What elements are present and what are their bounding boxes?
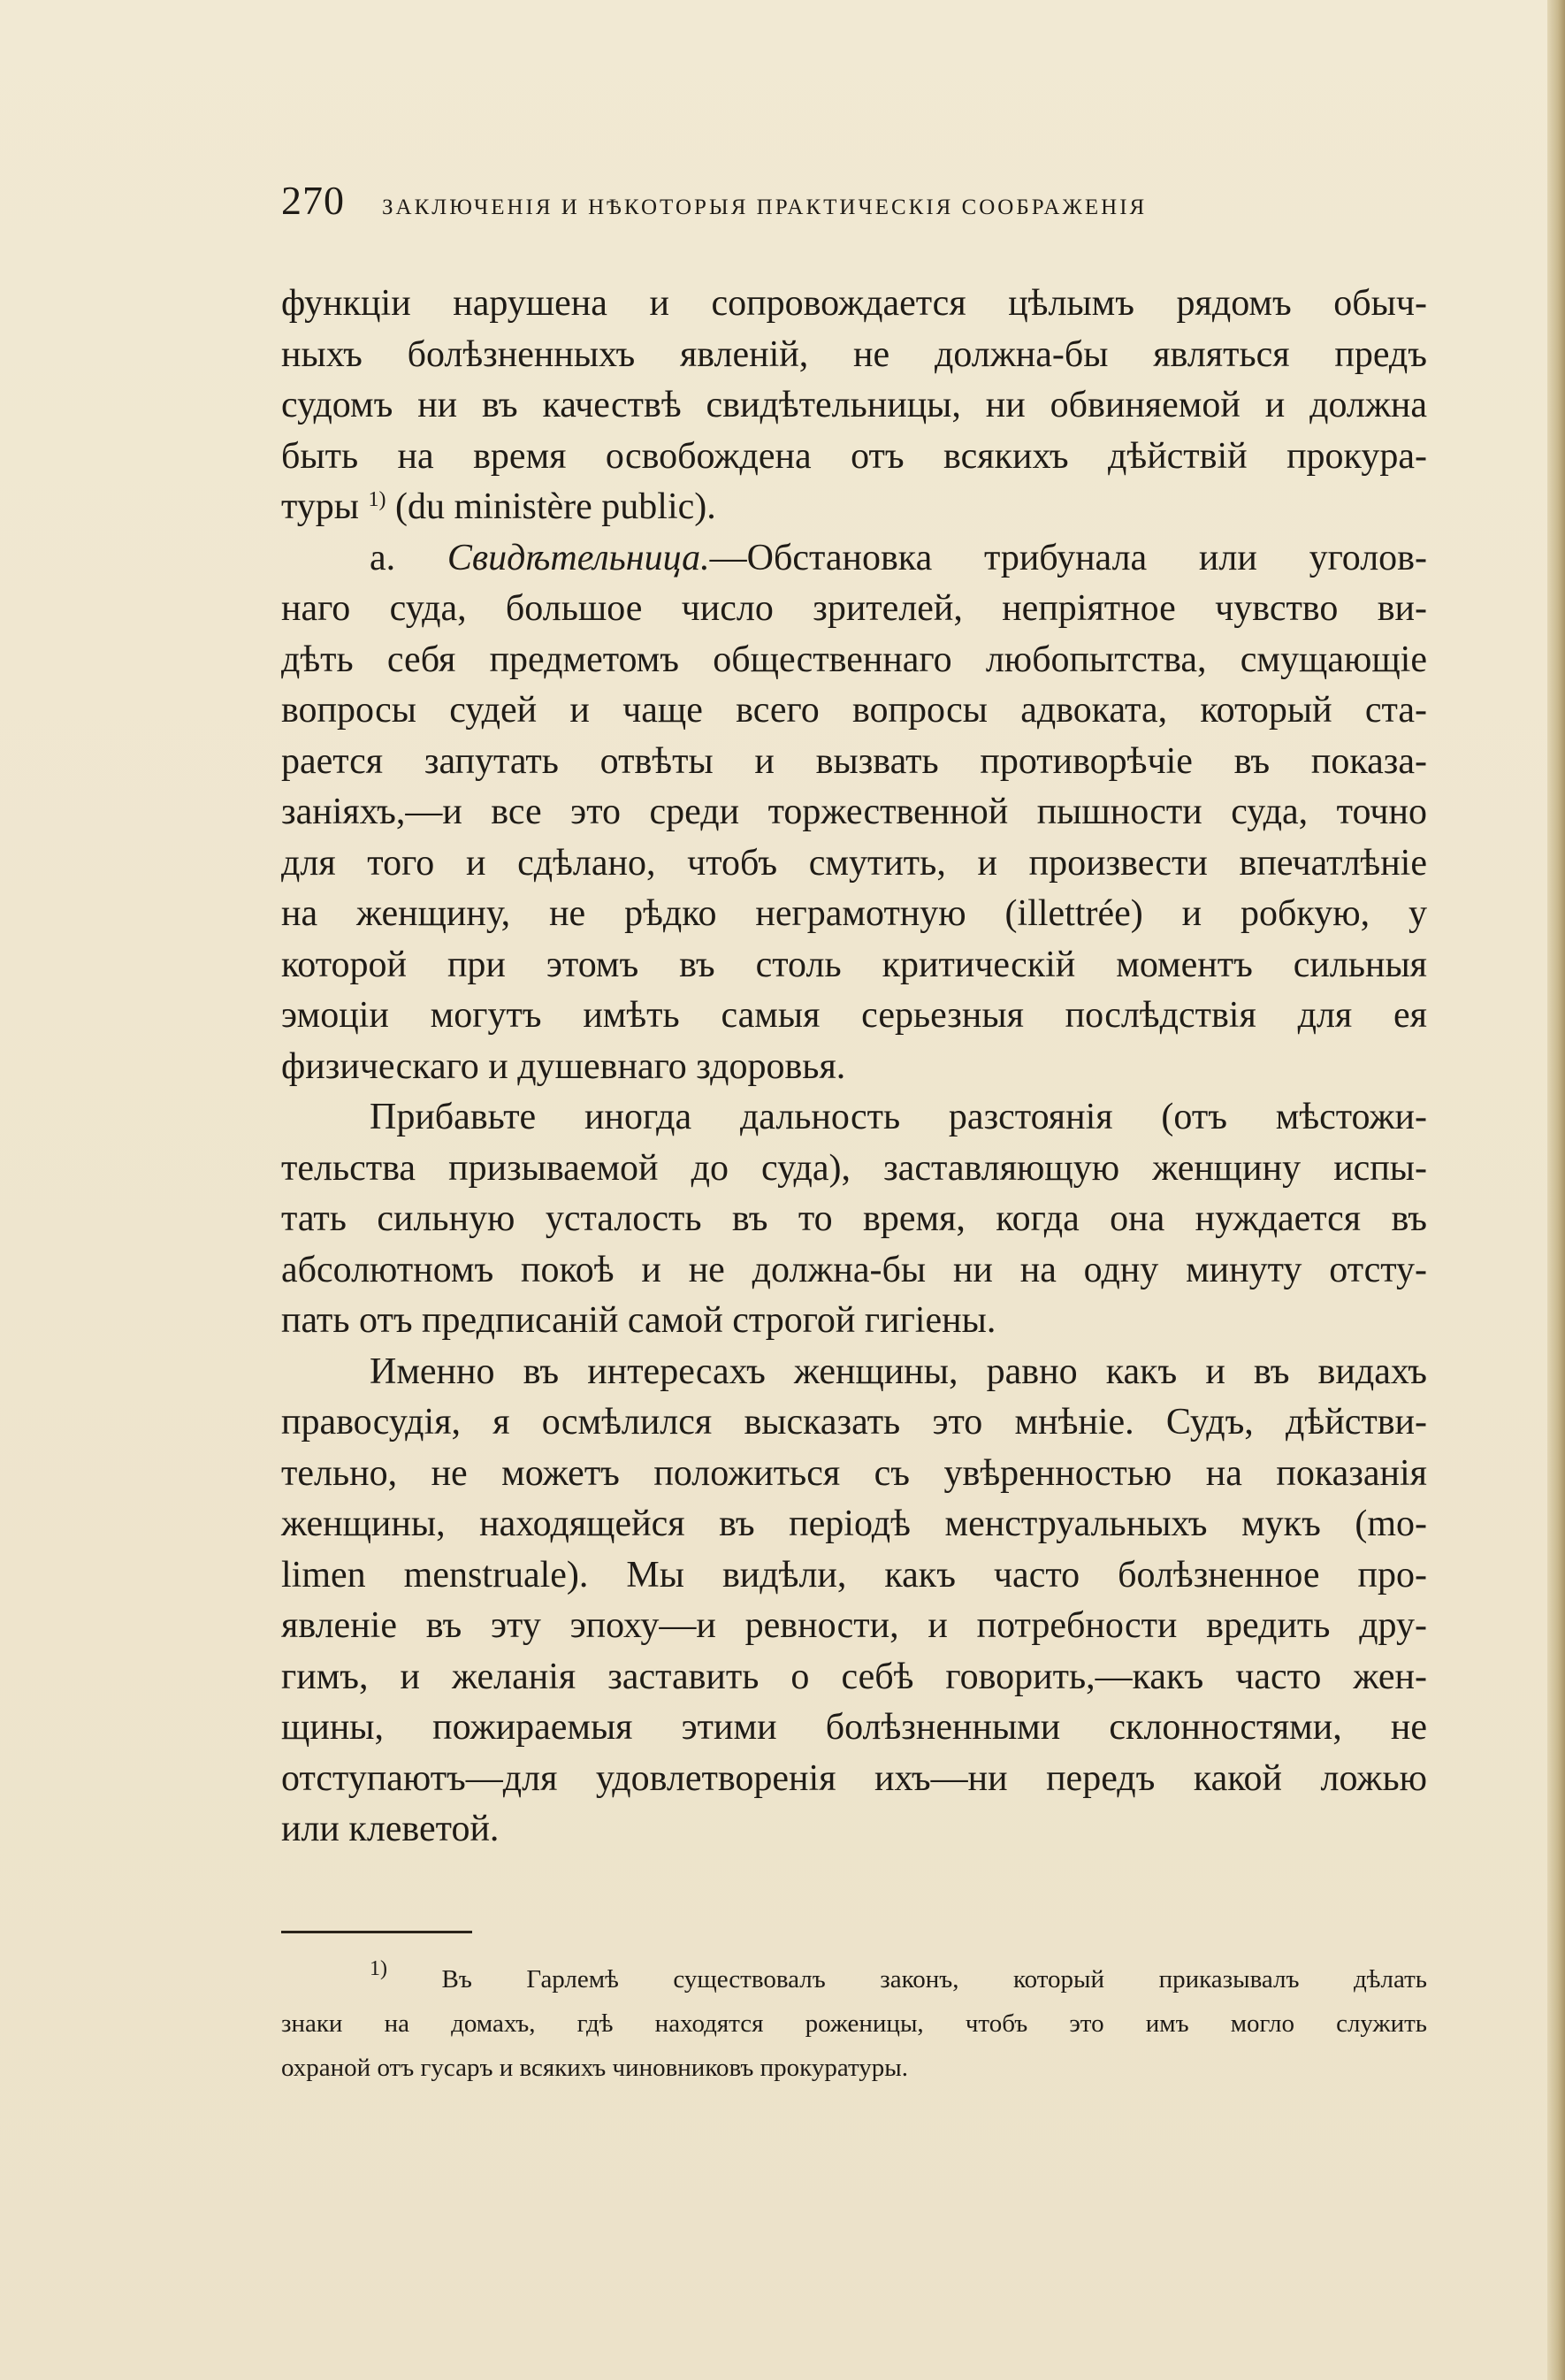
text-line: ныхъ болѣзненныхъ явленій, не должна-бы являться предъ <box>281 333 1427 375</box>
text-line: отступаютъ—для удовлетворенія ихъ—ни передъ какой ложью <box>281 1757 1427 1799</box>
section-label-prefix: а. <box>370 537 396 578</box>
text-line: абсолютномъ покоѣ и не должна-бы ни на одну минуту отсту- <box>281 1249 1427 1290</box>
text-line <box>281 1092 1427 1144</box>
text-line <box>281 482 1427 533</box>
text-line: эмоціи могутъ имѣть самыя серьезныя послѣдствія для ея <box>281 995 1427 1036</box>
footnote-line <box>281 1957 1427 2001</box>
footnote-divider <box>281 1931 472 1933</box>
text-line: гимъ, и желанія заставить о себѣ говорить,—какъ часто жен- <box>281 1656 1427 1697</box>
page-number: 270 <box>281 178 345 223</box>
running-header <box>281 177 1431 230</box>
text-fragment: туры <box>281 486 360 527</box>
text-line: женщины, находящейся въ періодѣ менструальныхъ мукъ (mo- <box>281 1504 1427 1544</box>
text-line <box>281 533 1427 585</box>
text-line: тельства призываемой до суда), заставляющую женщину испы- <box>281 1147 1427 1189</box>
text-line: для того и сдѣлано, чтобъ смутить, и произвести впечатлѣніе <box>281 842 1427 884</box>
text-line: или клеветой. <box>281 1809 500 1849</box>
text-line: явленіе въ эту эпоху—и ревности, и потребности вредить дру- <box>281 1605 1427 1646</box>
running-title: ЗАКЛЮЧЕНІЯ И НѢКОТОРЫЯ ПРАКТИЧЕСКІЯ СООБРАЖЕНІЯ <box>382 195 1148 219</box>
text-line: правосудія, я осмѣлился высказать это мнѣніе. Судъ, дѣйстви- <box>281 1402 1427 1443</box>
text-line: заніяхъ,—и все это среди торжественной пышности суда, точно <box>281 792 1427 832</box>
footnote <box>281 1957 1427 2090</box>
text-line: наго суда, большое число зрителей, непріятное чувство ви- <box>281 588 1427 629</box>
paragraph-1 <box>281 279 1427 533</box>
text-line: вопросы судей и чаще всего вопросы адвоката, который ста- <box>281 690 1427 731</box>
text-line: limen menstruale). Мы видѣли, какъ часто болѣзненное про- <box>281 1554 1427 1596</box>
text-fragment: (du ministère public). <box>395 486 716 527</box>
footnote-line: охраной отъ гусаръ и всякихъ чиновниковъ прокуратуры. <box>281 2054 908 2082</box>
paragraph-2 <box>281 533 1427 1093</box>
text-fragment: Въ Гарлемѣ существовалъ законъ, который приказывалъ дѣлать <box>441 1965 1427 1994</box>
footnote-line: знаки на домахъ, гдѣ находятся роженицы, чтобъ это имъ могло служить <box>281 2009 1427 2038</box>
text-line: пать отъ предписаній самой строгой гигіены. <box>281 1300 996 1341</box>
text-line: которой при этомъ въ столь критическій моментъ сильныя <box>281 944 1427 985</box>
footnote-reference[interactable]: 1) <box>368 488 386 511</box>
text-line: быть на время освобождена отъ всякихъ дѣйствій прокура- <box>281 435 1427 477</box>
text-line: тельно, не можетъ положиться съ увѣренностью на показанія <box>281 1452 1427 1494</box>
paragraph-3 <box>281 1092 1427 1347</box>
text-line: физическаго и душевнаго здоровья. <box>281 1045 846 1087</box>
text-line: судомъ ни въ качествѣ свидѣтельницы, ни обвиняемой и должна <box>281 385 1427 425</box>
footnote-marker: 1) <box>370 1957 387 1980</box>
text-line: дѣть себя предметомъ общественнаго любопытства, смущающіе <box>281 639 1427 680</box>
text-fragment: Именно въ интересахъ женщины, равно какъ и въ видахъ <box>370 1351 1427 1392</box>
text-line: рается запутать отвѣты и вызвать противорѣчіе въ показа- <box>281 740 1427 782</box>
page-edge <box>1547 0 1565 2380</box>
text-line: щины, пожираемыя этими болѣзненными склонностями, не <box>281 1707 1427 1748</box>
text-line: функціи нарушена и сопровождается цѣлымъ рядомъ обыч- <box>281 283 1427 324</box>
section-label: Свидѣтельница. <box>447 537 710 578</box>
text-line <box>281 1347 1427 1398</box>
body-text <box>281 279 1427 1856</box>
text-fragment: —Обстановка трибунала или уголов- <box>709 537 1427 578</box>
text-line: на женщину, не рѣдко неграмотную (illettrée) и робкую, у <box>281 893 1427 934</box>
paragraph-4 <box>281 1347 1427 1856</box>
text-line: тать сильную усталость въ то время, когда она нуждается въ <box>281 1198 1427 1239</box>
text-fragment: Прибавьте иногда дальность разстоянія (отъ мѣстожи- <box>370 1097 1427 1137</box>
